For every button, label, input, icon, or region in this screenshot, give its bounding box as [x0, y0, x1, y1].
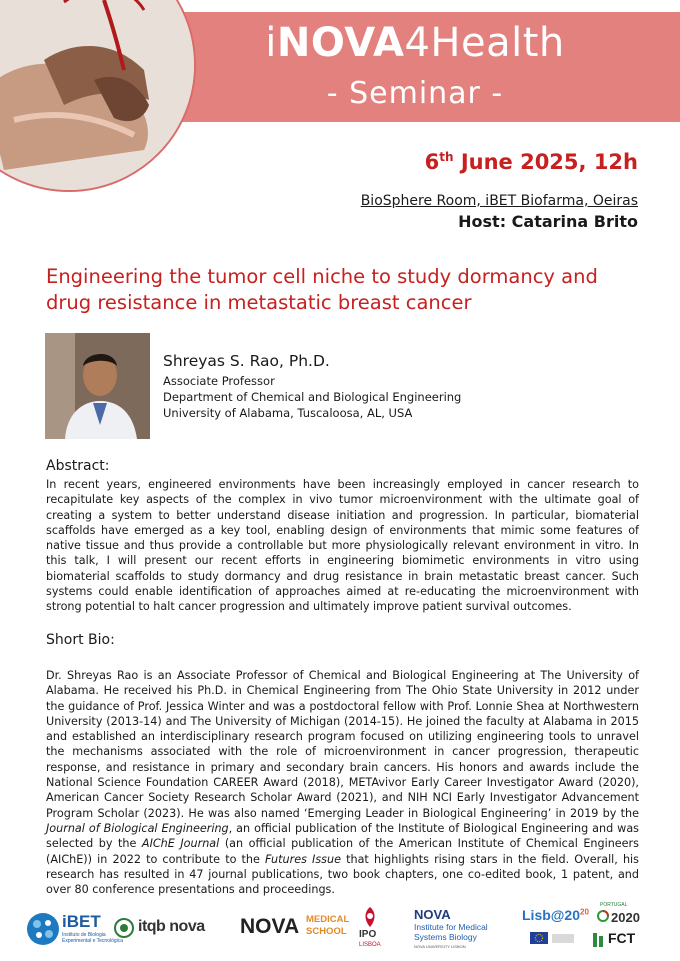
- hands-illustration: [0, 0, 194, 190]
- eu-flag-icon: [530, 932, 548, 944]
- event-venue: BioSphere Room, iBET Biofarma, Oeiras: [360, 193, 638, 209]
- abstract-heading: Abstract:: [46, 458, 110, 474]
- talk-title: Engineering the tumor cell niche to study dormancy and drug resistance in metastatic breast cancer: [46, 265, 598, 314]
- event-type-subtitle: - Seminar -: [326, 76, 504, 111]
- fct-logo-icon: [592, 932, 606, 948]
- ipo-logo-icon: [361, 906, 379, 928]
- nova-logo-text: NOVA: [240, 915, 300, 938]
- ims-logo-line1: Institute for Medical: [414, 922, 488, 932]
- speaker-department: Department of Chemical and Biological Engineering: [163, 390, 462, 404]
- speaker-name: Shreyas S. Rao, Ph.D.: [163, 352, 330, 370]
- itqb-logo-icon: [114, 918, 134, 938]
- ipo-logo-sub: LISBOA: [359, 942, 381, 948]
- ibet-logo-text: iBET: [62, 912, 101, 931]
- event-date: 6th June 2025, 12h: [424, 150, 638, 174]
- event-series-title: iNOVA4Health: [265, 20, 565, 66]
- bio-heading: Short Bio:: [46, 632, 115, 648]
- portugal2020-icon: [597, 910, 609, 922]
- speaker-photo: [45, 333, 150, 439]
- abstract-text: In recent years, engineered environments have been increasingly employed in cancer research to recapitulate key aspects of the complex in vivo tumor microenvironment with the ultimate goal of creating a system to better understand disease initiation and progression. In particular, biomaterial scaffolds have emerged as a key tool, enabling design of environments that mimic some features of native tissue and thus provide a controllable but more physiologically relevant environment in vitro. In this talk, I will present our recent efforts in engineering biomimetic environments in vitro using biomaterial scaffolds to study dormancy and drug resistance in brain metastatic breast cancer. Such systems could enable identification of approaches aimed at re-educating the microenvironment with strong potential to halt cancer progression and ultimately improve patient survival outcomes.: [46, 478, 639, 614]
- fct-logo-text: FCT: [608, 930, 636, 946]
- ibet-logo-sub1: Instituto de Biologia: [62, 932, 106, 938]
- ims-logo-sub: NOVA UNIVERSITY LISBON: [414, 944, 466, 949]
- ipo-logo-text: IPO: [359, 929, 377, 940]
- portugal2020-logo-text: 2020: [611, 910, 640, 925]
- ims-logo-line2: Systems Biology: [414, 932, 477, 942]
- speaker-portrait: [45, 333, 150, 439]
- portugal2020-label: PORTUGAL: [600, 902, 628, 908]
- lisboa2020-logo-text: $Lisb@20^{20}$: [522, 907, 589, 923]
- hands-photo: [0, 0, 196, 192]
- speaker-position: Associate Professor: [163, 374, 275, 388]
- itqb-logo-text: itqb nova: [138, 918, 205, 935]
- medical-logo-text: MEDICAL: [306, 914, 350, 925]
- event-host: Host: Catarina Brito: [458, 212, 638, 231]
- eu-fund-label: [552, 934, 574, 943]
- partner-logos: [0, 900, 680, 961]
- bio-text: Dr. Shreyas Rao is an Associate Professor of Chemical and Biological Engineering at The University of Alabama. He received his Ph.D. in Chemical Engineering from The Ohio State University in 2012 under the guidance of Prof. Jessica Winter and was a postdoctoral fellow with Prof. Lonnie Shea at Northwestern University (2013-14) and The University of Michigan (2014-15). He joined the faculty at Alabama in 2015 and established an interdisciplinary research program focused on utilizing engineering tools to unravel the mechanisms associated with the role of microenvironment in cancer progression, therapeutic response, and resistance in primary and secondary brain cancers. His honors and awards include the National Science Foundation CAREER Award (2018), METAvivor Early Career Investigator Award (2020), American Cancer Society Research Scholar Award (2021), and NIH NCI Early Investigator Advancement Program Scholar (2023). He was also named ‘Emerging Leader in Biological Engineering’ in 2019 by the Journal of Biological Engineering, an official publication of the Institute of Biological Engineering and was selected by the AIChE Journal (an official publication of the American Institute of Chemical Engineers (AIChE)) in 2022 to contribute to the Futures Issue that highlights rising stars in the field. Overall, his research has resulted in 47 journal publications, two book chapters, one co-edited book, 1 patent, and over 80 conference presentations and proceedings.: [46, 669, 640, 897]
- ibet-logo-sub2: Experimental e Tecnológica: [62, 938, 124, 944]
- speaker-affiliation: University of Alabama, Tuscaloosa, AL, USA: [163, 406, 413, 420]
- school-logo-text: SCHOOL: [306, 926, 347, 937]
- ims-nova-logo-text: NOVA: [414, 907, 451, 922]
- ibet-logo-icon: [26, 912, 60, 946]
